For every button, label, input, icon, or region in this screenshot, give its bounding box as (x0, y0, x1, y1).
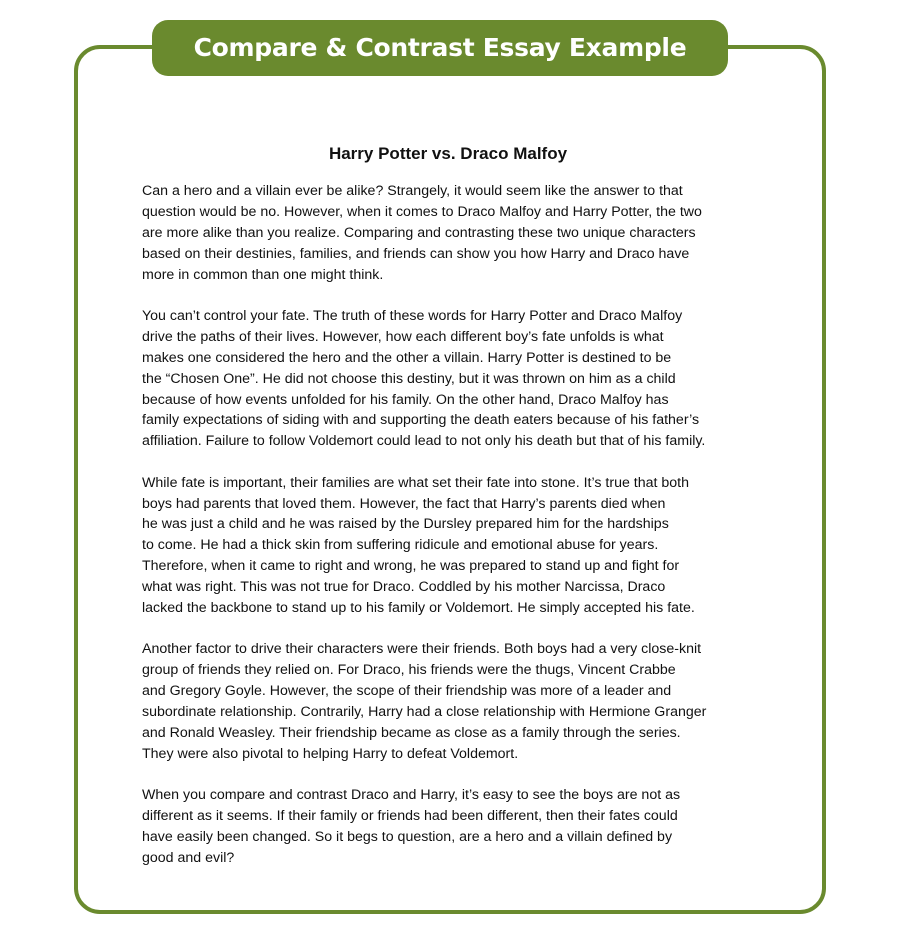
text-line: When you compare and contrast Draco and Harry, it’s easy to see the boys are not as (142, 787, 681, 804)
text-line: are more alike than you realize. Comparing and contrasting these two unique characters (142, 224, 696, 241)
text-line: family expectations of siding with and supporting the death eaters because of his father’s (142, 412, 700, 429)
essay-body (142, 142, 754, 889)
text-line: and Gregory Goyle. However, the scope of their friendship was more of a leader and (142, 683, 672, 700)
paragraph-families (142, 473, 754, 619)
paragraph-fate (142, 306, 754, 452)
text-line: drive the paths of their lives. However, how each different boy’s fate unfolds is what (142, 328, 664, 345)
text-line: Can a hero and a villain ever be alike? Strangely, it would seem like the answer to that (142, 183, 683, 199)
text-line: the “Chosen One”. He did not choose this destiny, but it was thrown on him as a child (142, 370, 676, 387)
paragraph-intro (142, 181, 754, 286)
text-line: Therefore, when it came to right and wrong, he was prepared to stand up and fight for (142, 558, 680, 575)
text-line: They were also pivotal to helping Harry to defeat Voldemort. (142, 745, 519, 762)
text-line: he was just a child and he was raised by the Dursley prepared him for the hardships (142, 516, 669, 533)
text-line: affiliation. Failure to follow Voldemort could lead to not only his death but that of his family. (142, 433, 706, 450)
paragraph-friends (142, 639, 754, 764)
text-line: have easily been changed. So it begs to question, are a hero and a villain defined by (142, 829, 673, 846)
banner-title: Compare & Contrast Essay Example (152, 20, 728, 76)
text-line: to come. He had a thick skin from suffering ridicule and emotional abuse for years. (142, 537, 659, 554)
text-line: makes one considered the hero and the other a villain. Harry Potter is destined to be (142, 349, 672, 366)
text-line: because of how events unfolded for his family. On the other hand, Draco Malfoy has (142, 391, 669, 408)
essay-title: Harry Potter vs. Draco Malfoy (328, 144, 568, 163)
text-line: based on their destinies, families, and friends can show you how Harry and Draco have (142, 245, 690, 262)
text-line: more in common than one might think. (142, 266, 384, 283)
text-line: good and evil? (142, 849, 235, 866)
text-line: While fate is important, their families are what set their fate into stone. It’s true that both (142, 474, 690, 491)
text-line: You can’t control your fate. The truth of these words for Harry Potter and Draco Malfoy (142, 307, 683, 324)
text-line: what was right. This was not true for Draco. Coddled by his mother Narcissa, Draco (142, 579, 666, 596)
text-line: lacked the backbone to stand up to his family or Voldemort. He simply accepted his fate. (142, 600, 695, 617)
text-line: subordinate relationship. Contrarily, Harry had a close relationship with Hermione Granger (142, 704, 707, 721)
text-line: Another factor to drive their characters were their friends. Both boys had a very close-knit (142, 641, 702, 658)
text-line: different as it seems. If their family or friends had been different, then their fates could (142, 808, 678, 825)
text-line: boys had parents that loved them. However, the fact that Harry’s parents died when (142, 495, 666, 512)
text-line: and Ronald Weasley. Their friendship became as close as a family through the series. (142, 725, 681, 742)
text-line: group of friends they relied on. For Draco, his friends were the thugs, Vincent Crabbe (142, 662, 676, 679)
paragraph-conclusion (142, 785, 754, 869)
text-line: question would be no. However, when it comes to Draco Malfoy and Harry Potter, the two (142, 203, 702, 220)
